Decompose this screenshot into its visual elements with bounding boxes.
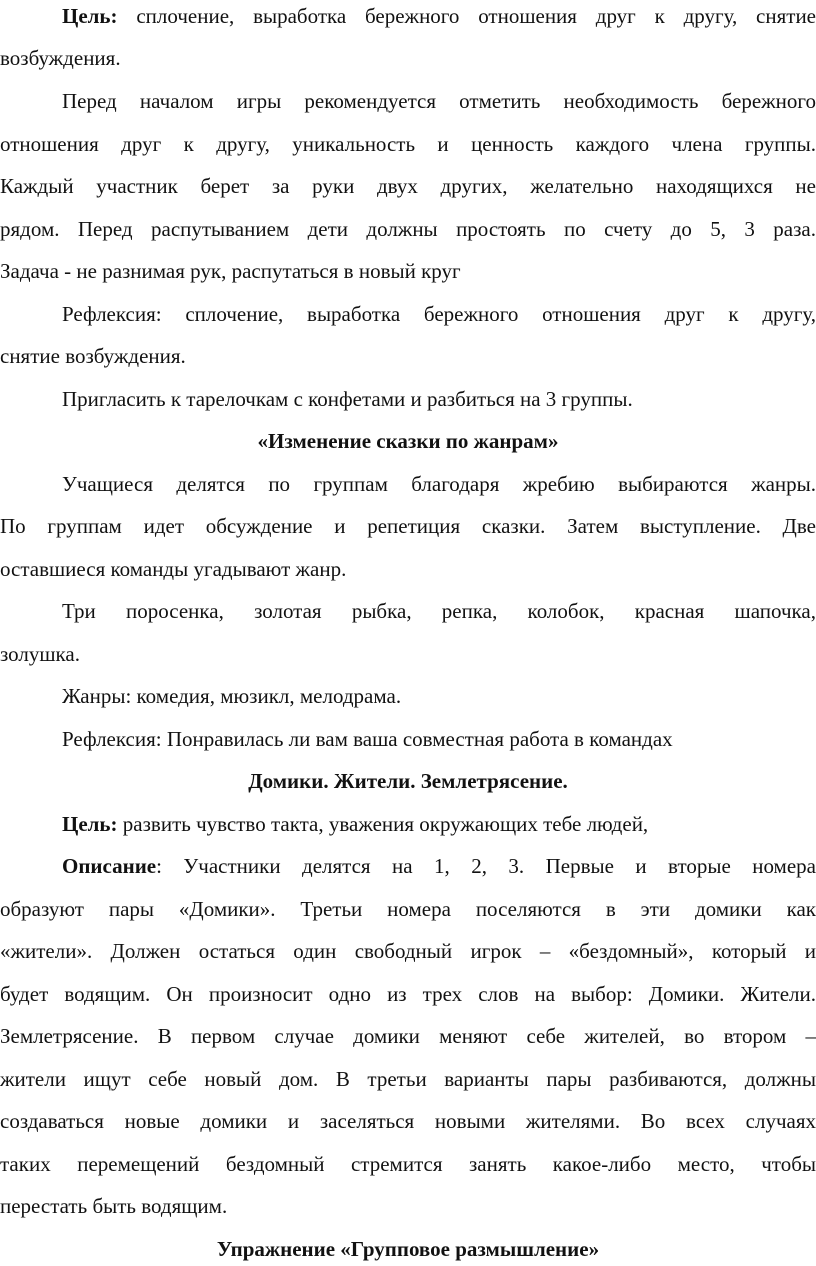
heading-group-reflection: Упражнение «Групповое размышление» [216, 1237, 600, 1261]
paragraph-intro-line-2: отношения друг к другу, уникальность и ценность каждого члена группы. [0, 132, 816, 156]
paragraph-description-line-1 [0, 851, 816, 881]
paragraph-description-line-7: создаваться новые домики и заселяться новыми жителями. Во всех случаях [0, 1109, 816, 1133]
paragraph-intro-line-5: Задача - не разнимая рук, распутаться в новый круг [0, 259, 461, 283]
paragraph-groups-line-1: Учащиеся делятся по группам благодаря жребию выбираются жанры. [62, 472, 816, 496]
paragraph-intro-line-3: Каждый участник берет за руки двух других, желательно находящихся не [0, 174, 816, 198]
paragraph-description-line-2: образуют пары «Домики». Третьи номера поселяются в эти домики как [0, 897, 816, 921]
paragraph-description-line-4: будет водящим. Он произносит одно из трех слов на выбор: Домики. Жители. [0, 982, 816, 1006]
goal2-label: Цель: [62, 812, 118, 836]
paragraph-intro-line-4: рядом. Перед распутыванием дети должны простоять по счету до 5, 3 раза. [0, 217, 816, 241]
paragraph-goal2-line-1 [0, 809, 816, 839]
paragraph-description-line-3: «жители». Должен остаться один свободный игрок – «бездомный», который и [0, 939, 816, 963]
paragraph-intro-line-1: Перед началом игры рекомендуется отметить необходимость бережного [62, 89, 816, 113]
paragraph-reflection2-line-1: Рефлексия: Понравилась ли вам ваша совместная работа в командах [62, 727, 673, 751]
paragraph-genres-line-1: Жанры: комедия, мюзикл, мелодрама. [62, 684, 402, 708]
paragraph-reflection-line-2: снятие возбуждения. [0, 344, 186, 368]
paragraph-groups-line-3: оставшиеся команды угадывают жанр. [0, 557, 347, 581]
paragraph-goal-line-2: возбуждения. [0, 46, 121, 70]
paragraph-description-line-9: перестать быть водящим. [0, 1194, 228, 1218]
paragraph-invite-line-1: Пригласить к тарелочкам с конфетами и разбиться на 3 группы. [62, 387, 633, 411]
heading-genre-tales: «Изменение сказки по жанрам» [257, 429, 559, 453]
paragraph-reflection-line-1: Рефлексия: сплочение, выработка бережного отношения друг к другу, [62, 302, 816, 326]
paragraph-description-line-8: таких перемещений бездомный стремится занять какое-либо место, чтобы [0, 1152, 816, 1176]
goal-text: сплочение, выработка бережного отношения друг к другу, снятие [117, 4, 816, 28]
paragraph-description-line-5: Землетрясение. В первом случае домики меняют себе жителей, во втором – [0, 1024, 816, 1048]
paragraph-tales-line-1: Три поросенка, золотая рыбка, репка, колобок, красная шапочка, [62, 599, 816, 623]
heading-houses-game: Домики. Жители. Землетрясение. [248, 769, 568, 793]
description-label: Описание [62, 854, 157, 878]
goal-label: Цель: [62, 4, 118, 28]
paragraph-goal-line-1 [0, 1, 816, 31]
paragraph-tales-line-2: золушка. [0, 642, 81, 666]
description-text: : Участники делятся на 1, 2, 3. Первые и вторые номера [156, 854, 816, 878]
goal2-text: развить чувство такта, уважения окружающих тебе людей, [117, 812, 649, 836]
paragraph-groups-line-2: По группам идет обсуждение и репетиция сказки. Затем выступление. Две [0, 514, 816, 538]
paragraph-description-line-6: жители ищут себе новый дом. В третьи варианты пары разбиваются, должны [0, 1067, 816, 1091]
